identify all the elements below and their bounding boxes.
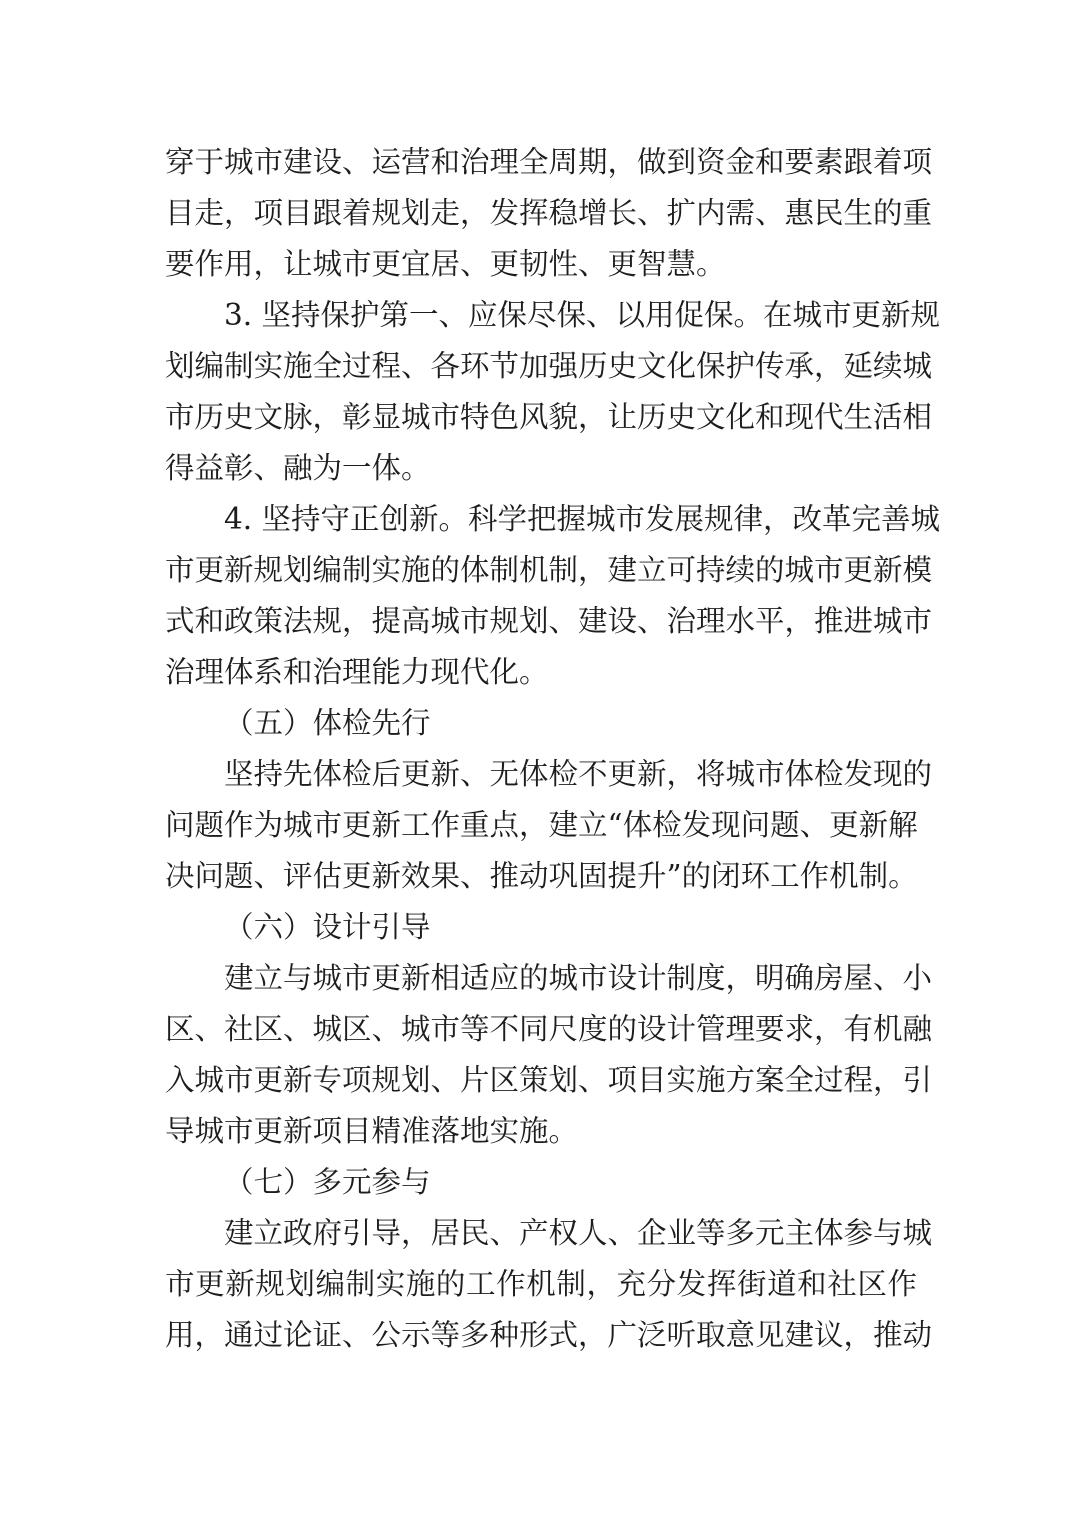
section-heading-7: （七）多元参与 bbox=[224, 1165, 431, 1199]
paragraph-3-start: 3. 坚持保护第一、应保尽保、以用促保。在城市更新规 bbox=[224, 298, 941, 332]
text-line: 用，通过论证、公示等多种形式，广泛听取意见建议，推动 bbox=[165, 1318, 933, 1352]
text-line: 问题作为城市更新工作重点，建立“体检发现问题、更新解 bbox=[165, 808, 918, 842]
text-line: 得益彰、融为一体。 bbox=[165, 451, 431, 485]
text-line: 导城市更新项目精准落地实施。 bbox=[165, 1114, 579, 1148]
section-heading-5: （五）体检先行 bbox=[224, 706, 431, 740]
text-line: 决问题、评估更新效果、推动巩固提升”的闭环工作机制。 bbox=[165, 859, 918, 893]
text-line: 入城市更新专项规划、片区策划、项目实施方案全过程，引 bbox=[165, 1063, 933, 1097]
text-line: 目走，项目跟着规划走，发挥稳增长、扩内需、惠民生的重 bbox=[165, 196, 933, 230]
text-line: 市历史文脉，彰显城市特色风貌，让历史文化和现代生活相 bbox=[165, 400, 933, 434]
text-line: 穿于城市建设、运营和治理全周期，做到资金和要素跟着项 bbox=[165, 145, 933, 179]
paragraph-start: 建立与城市更新相适应的城市设计制度，明确房屋、小 bbox=[224, 961, 933, 995]
text-line: 市更新规划编制实施的工作机制，充分发挥街道和社区作 bbox=[165, 1267, 917, 1301]
text-line: 要作用，让城市更宜居、更韧性、更智慧。 bbox=[165, 247, 726, 281]
section-heading-6: （六）设计引导 bbox=[224, 910, 431, 944]
text-line: 治理体系和治理能力现代化。 bbox=[165, 655, 549, 689]
paragraph-start: 坚持先体检后更新、无体检不更新，将城市体检发现的 bbox=[224, 757, 933, 791]
text-line: 区、社区、城区、城市等不同尺度的设计管理要求，有机融 bbox=[165, 1012, 933, 1046]
document-page bbox=[165, 137, 941, 1361]
text-line: 划编制实施全过程、各环节加强历史文化保护传承，延续城 bbox=[165, 349, 933, 383]
paragraph-start: 建立政府引导，居民、产权人、企业等多元主体参与城 bbox=[224, 1216, 933, 1250]
paragraph-4-start: 4. 坚持守正创新。科学把握城市发展规律，改革完善城 bbox=[224, 502, 941, 536]
text-line: 市更新规划编制实施的体制机制，建立可持续的城市更新模 bbox=[165, 553, 933, 587]
text-line: 式和政策法规，提高城市规划、建设、治理水平，推进城市 bbox=[165, 604, 933, 638]
